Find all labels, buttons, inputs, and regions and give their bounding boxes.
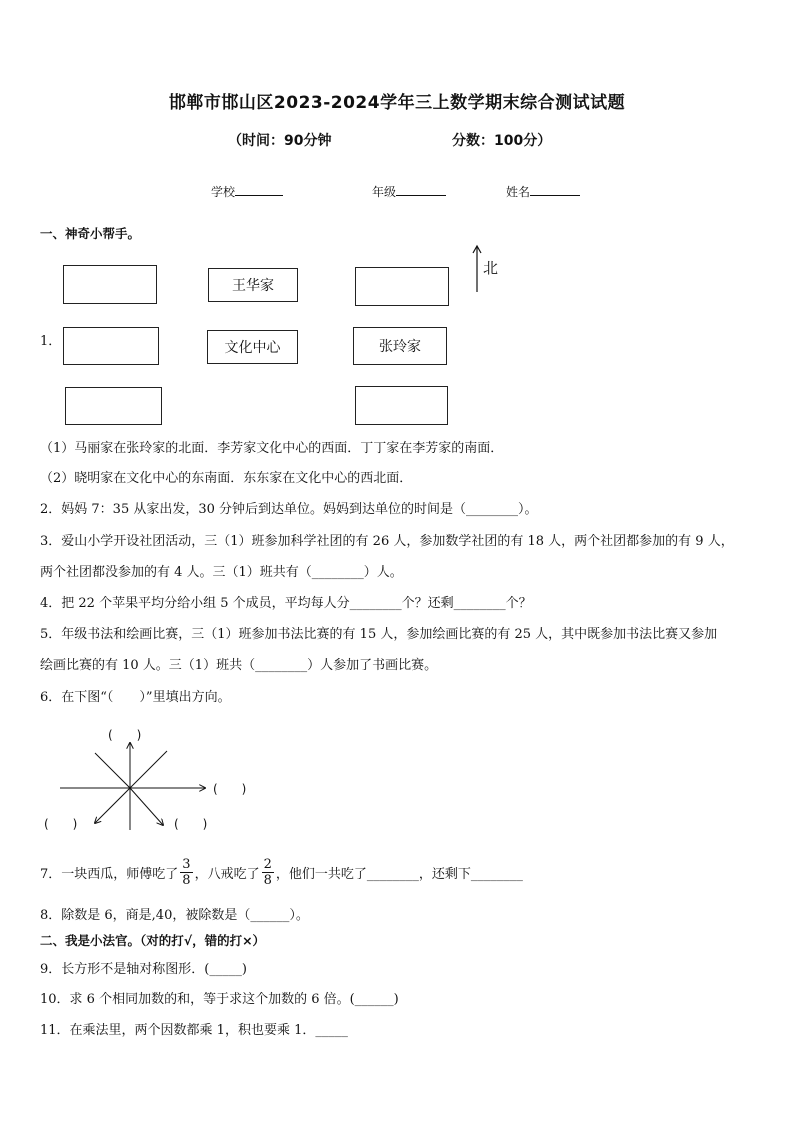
name-blank[interactable] bbox=[530, 183, 580, 196]
fraction-denominator: 8 bbox=[182, 873, 191, 888]
q6: 6．在下图“（ ）”里填出方向。 bbox=[40, 690, 231, 705]
school-blank[interactable] bbox=[235, 183, 283, 196]
school-label: 学校 bbox=[211, 185, 236, 199]
direction-blank-southeast[interactable]: ( ) bbox=[174, 817, 208, 831]
time-label: （时间：90分钟 bbox=[228, 133, 332, 149]
grade-label: 年级 bbox=[372, 185, 397, 199]
q8: 8．除数是 6，商是,40，被除数是（______）。 bbox=[40, 908, 309, 923]
fraction-numerator: 2 bbox=[263, 857, 272, 872]
map-box-top-right[interactable] bbox=[355, 267, 449, 306]
southeast-arrow bbox=[130, 788, 163, 825]
q1-number: 1． bbox=[40, 334, 62, 349]
section-2-heading: 二、我是小法官。（对的打√，错的打×） bbox=[40, 933, 266, 948]
fraction-3-8 bbox=[180, 857, 192, 888]
grade-blank[interactable] bbox=[396, 183, 446, 196]
map-box-mid-left[interactable] bbox=[63, 327, 159, 365]
q2: 2．妈妈 7：35 从家出发，30 分钟后到达单位。妈妈到达单位的时间是（________）。 bbox=[40, 502, 538, 517]
q9: 9．长方形不是轴对称图形．(_____) bbox=[40, 962, 247, 977]
map-box-bottom-left[interactable] bbox=[65, 387, 162, 425]
q1-part1: （1）马丽家在张玲家的北面．李芳家文化中心的西面．丁丁家在李芳家的南面． bbox=[40, 441, 504, 456]
grade-field bbox=[372, 183, 446, 200]
name-label: 姓名 bbox=[506, 185, 531, 199]
map-box-culture-center: 文化中心 bbox=[207, 330, 298, 364]
q7-part3: ，他们一共吃了________，还剩下________ bbox=[275, 867, 523, 882]
q11: 11．在乘法里，两个因数都乘 1，积也要乘 1．_____ bbox=[40, 1023, 348, 1038]
fraction-denominator: 8 bbox=[263, 873, 272, 888]
section-1-heading: 一、神奇小帮手。 bbox=[40, 226, 141, 241]
northwest-line bbox=[95, 753, 130, 788]
score-label: 分数：100分） bbox=[452, 133, 552, 149]
page-title: 邯郸市邯山区2023-2024学年三上数学期末综合测试试题 bbox=[168, 93, 626, 113]
fraction-numerator: 3 bbox=[182, 857, 191, 872]
q1-part2: （2）晓明家在文化中心的东南面．东东家在文化中心的西北面． bbox=[40, 471, 413, 486]
north-label: 北 bbox=[483, 259, 499, 277]
q7-part2: ，八戒吃了 bbox=[194, 867, 260, 882]
map-box-wanghua: 王华家 bbox=[208, 268, 298, 302]
q5-line1: 5．年级书法和绘画比赛，三（1）班参加书法比赛的有 15 人，参加绘画比赛的有 25 人，其中既参加书法比赛又参加 bbox=[40, 627, 718, 642]
q4: 4．把 22 个苹果平均分给小组 5 个成员，平均每人分________个？还剩________个？ bbox=[40, 596, 532, 611]
q10: 10．求 6 个相同加数的和，等于求这个加数的 6 倍。(______) bbox=[40, 992, 399, 1007]
q7-part1: 7．一块西瓜，师傅吃了 bbox=[40, 867, 179, 882]
map-box-top-left[interactable] bbox=[63, 265, 157, 304]
direction-blank-north[interactable]: ( ) bbox=[108, 728, 142, 742]
direction-blank-east[interactable]: ( ) bbox=[213, 782, 247, 796]
fraction-2-8 bbox=[262, 857, 274, 888]
direction-blank-southwest[interactable]: ( ) bbox=[44, 817, 78, 831]
q5-line2: 绘画比赛的有 10 人。三（1）班共（________）人参加了书画比赛。 bbox=[40, 658, 438, 673]
southwest-arrow bbox=[95, 788, 130, 823]
map-box-bottom-right[interactable] bbox=[355, 386, 448, 425]
q3-line1: 3．爱山小学开设社团活动，三（1）班参加科学社团的有 26 人，参加数学社团的有 18 人，两个社团都参加的有 9 人， bbox=[40, 534, 734, 549]
northeast-line bbox=[130, 751, 167, 788]
q7 bbox=[40, 857, 523, 888]
map-box-zhangling: 张玲家 bbox=[353, 327, 447, 365]
school-field bbox=[211, 183, 283, 200]
q3-line2: 两个社团都没参加的有 4 人。三（1）班共有（________）人。 bbox=[40, 565, 403, 580]
name-field bbox=[506, 183, 580, 200]
